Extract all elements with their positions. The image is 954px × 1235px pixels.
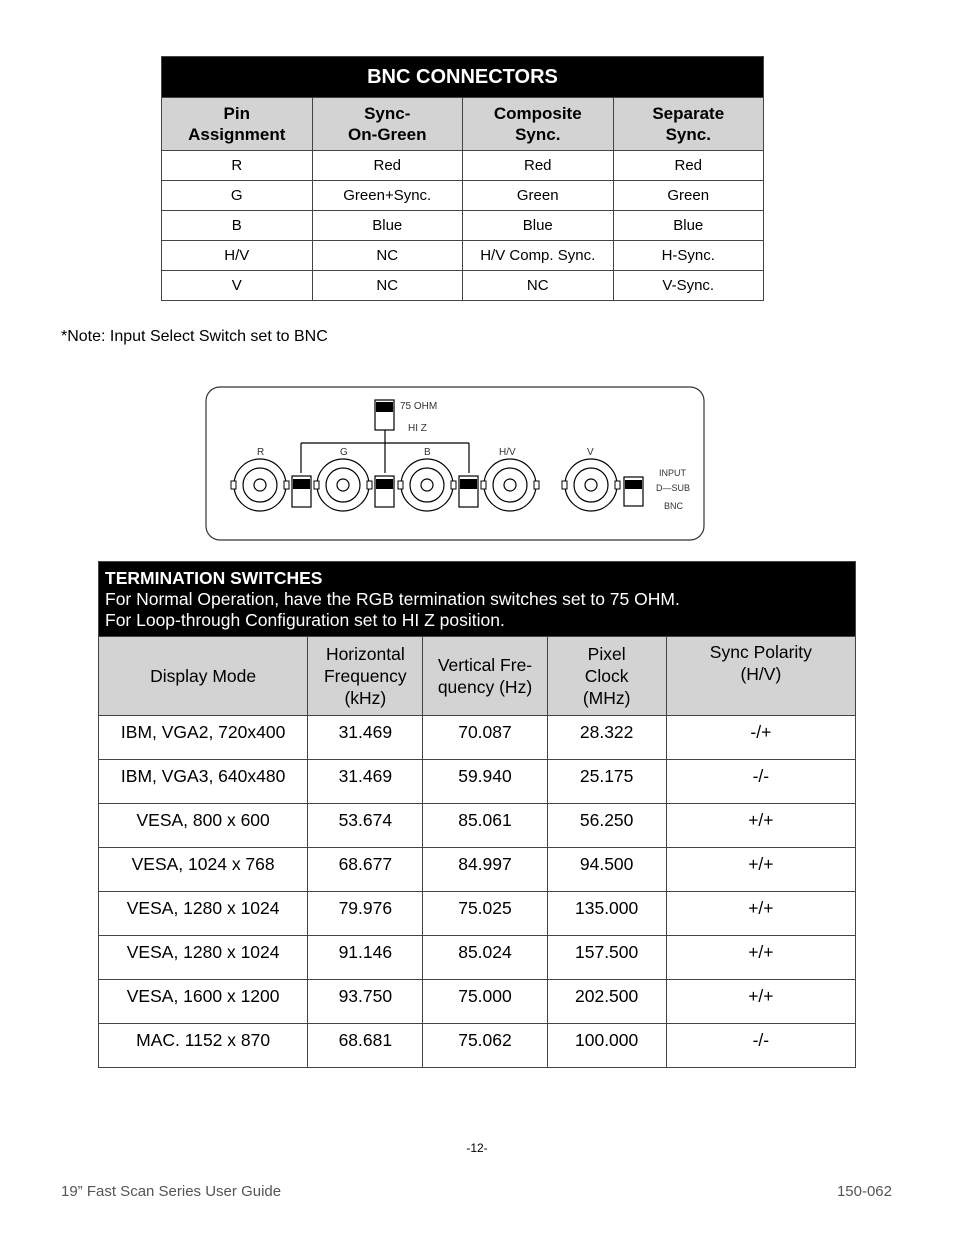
table-cell: VESA, 1024 x 768 — [99, 848, 308, 892]
table-cell: 91.146 — [308, 936, 423, 980]
table-cell: 59.940 — [423, 760, 547, 804]
table-cell: 75.025 — [423, 892, 547, 936]
input-select-switch — [624, 477, 643, 506]
col-header-vertical-frequency: Vertical Fre- quency (Hz) — [423, 637, 547, 716]
table-cell: VESA, 1600 x 1200 — [99, 980, 308, 1024]
footer-doc-number: 150-062 — [836, 1183, 892, 1200]
table-cell: VESA, 800 x 600 — [99, 804, 308, 848]
table-row — [99, 760, 856, 804]
connector-label: R — [257, 447, 265, 458]
table-cell: H/V — [162, 241, 313, 271]
connector-label: H/V — [499, 447, 516, 458]
table-row — [99, 936, 856, 980]
table-cell: H-Sync. — [613, 241, 764, 271]
termination-header-row — [99, 637, 856, 716]
table-cell: +/+ — [666, 848, 855, 892]
table-cell: Blue — [463, 211, 614, 241]
table-cell: 31.469 — [308, 760, 423, 804]
col-header-sync-polarity: Sync Polarity (H/V) — [666, 637, 855, 716]
table-cell: NC — [312, 271, 463, 301]
table-row — [99, 892, 856, 936]
hiz-label: HI Z — [408, 423, 427, 434]
termination-switch-g — [375, 476, 394, 507]
table-cell: 85.024 — [423, 936, 547, 980]
input-label: INPUT — [659, 468, 686, 478]
table-cell: 93.750 — [308, 980, 423, 1024]
table-cell: IBM, VGA3, 640x480 — [99, 760, 308, 804]
table-cell: G — [162, 181, 313, 211]
table-cell: V-Sync. — [613, 271, 764, 301]
termination-table-title — [99, 562, 856, 637]
bnc-connectors-table — [161, 56, 764, 301]
table-cell: VESA, 1280 x 1024 — [99, 936, 308, 980]
table-cell: 70.087 — [423, 716, 547, 760]
table-cell: 157.500 — [547, 936, 666, 980]
table-cell: MAC. 1152 x 870 — [99, 1024, 308, 1068]
table-cell: 202.500 — [547, 980, 666, 1024]
table-cell: 25.175 — [547, 760, 666, 804]
table-cell: Red — [613, 151, 764, 181]
table-cell: +/+ — [666, 980, 855, 1024]
footer-guide-title: 19” Fast Scan Series User Guide — [61, 1183, 282, 1200]
bnc-col-header: Separate Sync. — [613, 98, 764, 151]
table-row — [162, 241, 764, 271]
table-cell: Blue — [613, 211, 764, 241]
table-cell: 85.061 — [423, 804, 547, 848]
table-cell: VESA, 1280 x 1024 — [99, 892, 308, 936]
table-row — [162, 211, 764, 241]
table-cell: H/V Comp. Sync. — [463, 241, 614, 271]
table-row — [99, 848, 856, 892]
table-cell: 84.997 — [423, 848, 547, 892]
table-cell: Green+Sync. — [312, 181, 463, 211]
dsub-label: D—SUB — [656, 483, 691, 493]
table-cell: R — [162, 151, 313, 181]
table-cell: 53.674 — [308, 804, 423, 848]
table-cell: NC — [312, 241, 463, 271]
table-cell: B — [162, 211, 313, 241]
table-cell: 68.681 — [308, 1024, 423, 1068]
termination-switch-b — [459, 476, 478, 507]
bnc-col-header: Composite Sync. — [463, 98, 614, 151]
table-row — [162, 271, 764, 301]
bnc-table-title: BNC CONNECTORS — [162, 57, 764, 98]
bnc-col-header: Sync- On-Green — [312, 98, 463, 151]
ohm-label: 75 OHM — [400, 401, 438, 412]
switch-knob — [376, 402, 393, 412]
table-cell: 79.976 — [308, 892, 423, 936]
bnc-label: BNC — [664, 501, 684, 511]
table-cell: NC — [463, 271, 614, 301]
termination-instruction-2: For Loop-through Configuration set to HI Z position. — [105, 610, 505, 630]
table-cell: +/+ — [666, 804, 855, 848]
table-row — [99, 716, 856, 760]
page-number: -12- — [466, 1141, 488, 1155]
table-cell: 100.000 — [547, 1024, 666, 1068]
col-header-pixel-clock: Pixel Clock (MHz) — [547, 637, 666, 716]
table-cell: +/+ — [666, 892, 855, 936]
table-cell: 94.500 — [547, 848, 666, 892]
table-row — [99, 804, 856, 848]
table-cell: Green — [613, 181, 764, 211]
panel-outline — [206, 387, 704, 540]
table-cell: -/- — [666, 760, 855, 804]
table-cell: Red — [312, 151, 463, 181]
termination-instruction-1: For Normal Operation, have the RGB termination switches set to 75 OHM. — [105, 589, 680, 609]
table-cell: 28.322 — [547, 716, 666, 760]
table-cell: Red — [463, 151, 614, 181]
termination-heading: TERMINATION SWITCHES — [105, 568, 323, 588]
table-cell: 75.000 — [423, 980, 547, 1024]
col-header-display-mode: Display Mode — [99, 637, 308, 716]
table-cell: V — [162, 271, 313, 301]
table-cell: 31.469 — [308, 716, 423, 760]
table-cell: -/+ — [666, 716, 855, 760]
termination-switch-r — [292, 476, 311, 507]
connector-label: V — [587, 447, 594, 458]
table-cell: Blue — [312, 211, 463, 241]
table-cell: 135.000 — [547, 892, 666, 936]
bnc-col-header: Pin Assignment — [162, 98, 313, 151]
termination-switches-table — [98, 561, 856, 1068]
table-cell: 68.677 — [308, 848, 423, 892]
table-row — [162, 181, 764, 211]
table-cell: +/+ — [666, 936, 855, 980]
table-cell: Green — [463, 181, 614, 211]
table-cell: 75.062 — [423, 1024, 547, 1068]
rear-panel-diagram — [205, 386, 705, 541]
table-cell: 56.250 — [547, 804, 666, 848]
col-header-horizontal-frequency: Horizontal Frequency (kHz) — [308, 637, 423, 716]
table-row — [99, 1024, 856, 1068]
table-row — [162, 151, 764, 181]
connector-label: B — [424, 447, 431, 458]
table-cell: IBM, VGA2, 720x400 — [99, 716, 308, 760]
table-cell: -/- — [666, 1024, 855, 1068]
bnc-header-row — [162, 98, 764, 151]
table-row — [99, 980, 856, 1024]
input-select-note: *Note: Input Select Switch set to BNC — [61, 328, 328, 345]
connector-label: G — [340, 447, 348, 458]
